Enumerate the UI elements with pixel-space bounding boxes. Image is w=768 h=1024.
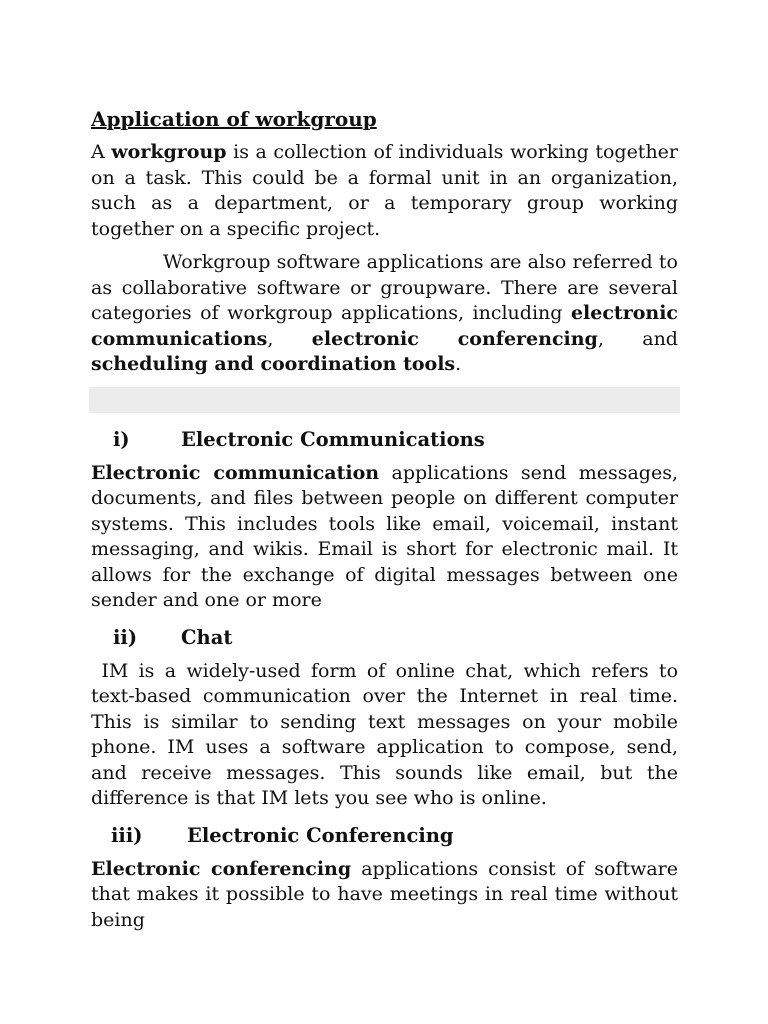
section-heading-3 [91, 823, 678, 849]
section-body-1-bold: Electronic communication [91, 461, 380, 484]
section-number-2: ii) [113, 625, 138, 649]
section-number-1: i) [113, 427, 130, 451]
intro-p2-bold-3: scheduling and coordination tools [91, 353, 456, 375]
section-heading-2 [91, 625, 678, 651]
section-title-3: Electronic Conferencing [187, 823, 454, 847]
section-body-3-bold: Electronic conferencing [91, 857, 352, 880]
section-body-2 [91, 659, 685, 812]
document-page [91, 106, 685, 933]
intro-p1-bold: workgroup [111, 141, 227, 163]
section-heading-1 [91, 427, 678, 453]
intro-paragraph-2 [91, 250, 678, 378]
intro-p2-bold-1: electronic communications [91, 302, 678, 350]
section-body-1 [91, 461, 678, 614]
shaded-divider [89, 387, 680, 413]
intro-p1-pre: A [91, 141, 112, 163]
section-number-3: iii) [111, 823, 143, 847]
intro-p2-sep-1: , [267, 327, 312, 350]
intro-p1-post: is a collection of individuals working together on a task. This could be a formal unit in an organization, such as a department, or a temporary group working together on a specific project. [91, 141, 679, 240]
section-title-2: Chat [181, 625, 233, 649]
intro-paragraph-1 [91, 140, 678, 242]
intro-p2-pre: Workgroup software applications are also referred to as collaborative software or groupware. There are several categories of workgroup applications, including [91, 251, 678, 324]
section-body-2-text: IM is a widely-used form of online chat, which refers to text-based communication over the Internet in real time. This is similar to sending text messages on your mobile phone. IM uses a software application to compose, send, and receive messages. This sounds like email, but the difference is that IM lets you see who is online. [91, 659, 685, 809]
section-body-3 [91, 857, 678, 934]
intro-p2-bold-2: electronic conferencing [311, 327, 598, 350]
intro-p2-end: . [455, 353, 462, 375]
section-body-3-text: applications consist of software that makes it possible to have meetings in real time without being [91, 857, 678, 931]
section-body-1-text: applications send messages, documents, and files between people on different computer systems. This includes tools like email, voicemail, instant messaging, and wikis. Email is short for electronic mail. It allows for the exchange of digital messages between one sender and one or more [91, 461, 678, 611]
section-title-1: Electronic Communications [181, 427, 485, 451]
intro-p2-sep-2: , and [597, 327, 678, 350]
page-title: Application of workgroup [91, 107, 377, 131]
